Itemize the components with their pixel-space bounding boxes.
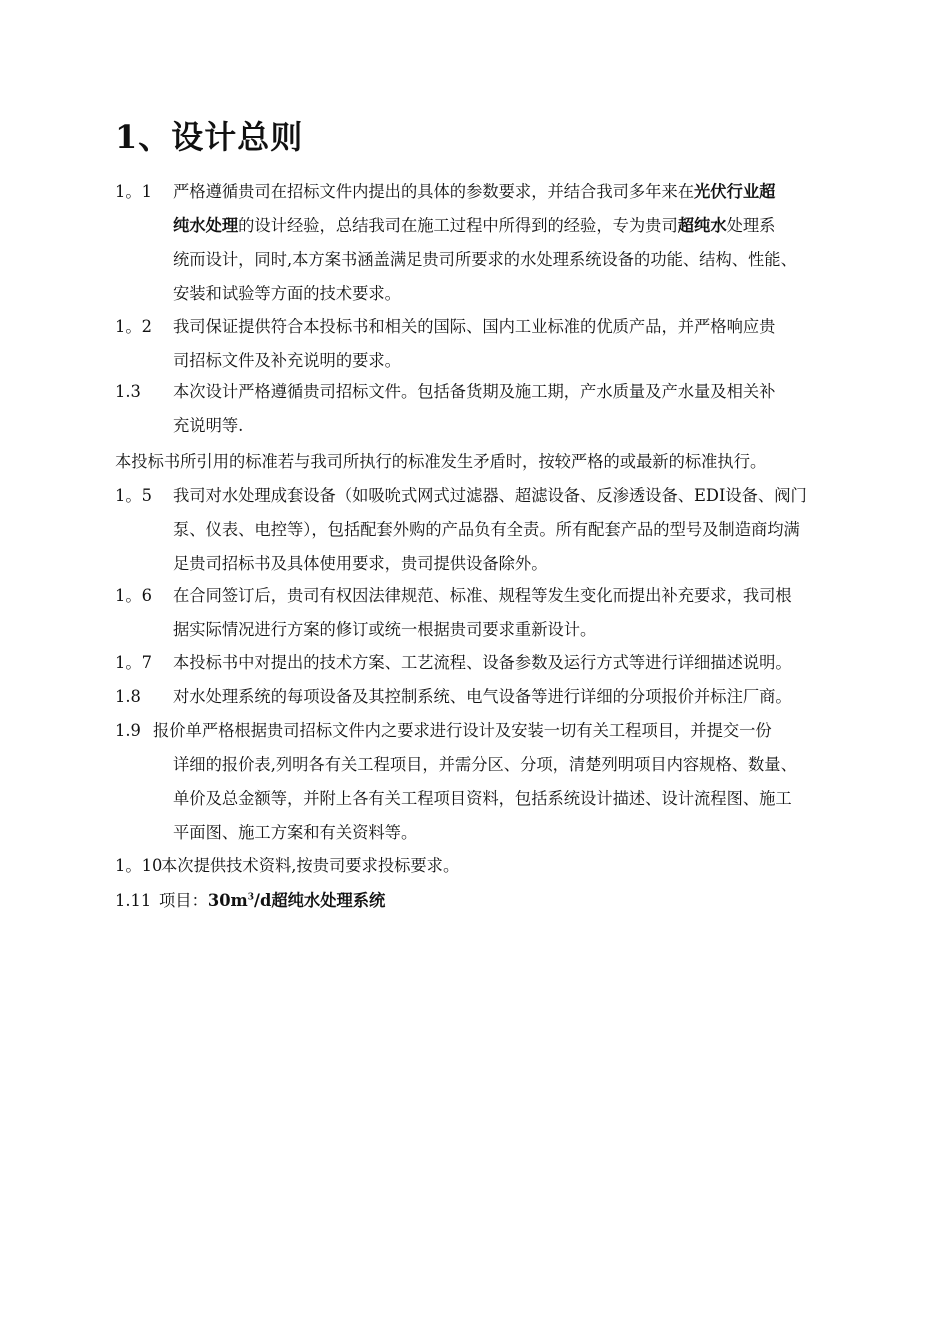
text-line: 泵、仪表、电控等），包括配套外购的产品负有全责。所有配套产品的型号及制造商均满 xyxy=(173,520,800,539)
text-line: 据实际情况进行方案的修订或统一根据贵司要求重新设计。 xyxy=(173,620,597,639)
clause-number: 1。5 xyxy=(115,486,152,505)
clause-1-8 xyxy=(115,680,905,714)
text-line: 我司对水处理成套设备（如吸吮式网式过滤器、超滤设备、反渗透设备、EDI设备、阀门 xyxy=(173,486,807,505)
project-value-part: 30m xyxy=(207,891,248,910)
text-line: 统而设计，同时,本方案书涵盖满足贵司所要求的水处理系统设备的功能、结构、性能、 xyxy=(173,250,797,269)
text-line: 在合同签订后，贵司有权因法律规范、标准、规程等发生变化而提出补充要求，我司根 xyxy=(173,586,792,605)
text-line: 本次提供技术资料,按贵司要求投标要求。 xyxy=(161,856,460,875)
text-line: 足贵司招标书及具体使用要求，贵司提供设备除外。 xyxy=(173,554,548,573)
clause-1-5 xyxy=(115,479,905,581)
clause-text xyxy=(173,175,905,311)
text-line: 本投标书中对提出的技术方案、工艺流程、设备参数及运行方式等进行详细描述说明。 xyxy=(173,653,792,672)
text-line: 我司保证提供符合本投标书和相关的国际、国内工业标准的优质产品，并严格响应贵 xyxy=(173,317,776,336)
clause-number: 1.11 xyxy=(115,891,152,910)
clause-number: 1.9 xyxy=(115,721,141,740)
text-run: 的设计经验，总结我司在施工过程中所得到的经验，专为贵司 xyxy=(238,216,678,235)
clause-text xyxy=(173,375,905,443)
clause-number: 1。2 xyxy=(115,317,152,336)
bold-text-run: 纯水处理 xyxy=(173,216,239,235)
project-label: 项目： xyxy=(159,891,208,910)
bold-text-run: 光伏行业超 xyxy=(694,182,776,201)
clause-1-7 xyxy=(115,646,905,680)
clause-number: 1。6 xyxy=(115,586,152,605)
text-line: 详细的报价表,列明各有关工程项目，并需分区、分项，清楚列明项目内容规格、数量、 xyxy=(173,755,797,774)
text-line: 本次设计严格遵循贵司招标文件。包括备货期及施工期，产水质量及产水量及相关补 xyxy=(173,382,776,401)
clause-number: 1。1 xyxy=(115,182,152,201)
clause-1-2 xyxy=(115,310,905,378)
clause-1-6 xyxy=(115,579,905,647)
clause-text xyxy=(153,884,905,918)
text-line: 单价及总金额等，并附上各有关工程项目资料，包括系统设计描述、设计流程图、施工 xyxy=(173,789,792,808)
clause-text xyxy=(153,849,905,883)
clause-text xyxy=(173,579,905,647)
clause-text xyxy=(173,646,905,680)
clause-1-10 xyxy=(115,849,905,883)
section-heading: 1、设计总则 xyxy=(115,118,304,156)
text-line: 对水处理系统的每项设备及其控制系统、电气设备等进行详细的分项报价并标注厂商。 xyxy=(173,687,792,706)
text-line: 安装和试验等方面的技术要求。 xyxy=(173,284,401,303)
text-line: 报价单严格根据贵司招标文件内之要求进行设计及安装一切有关工程项目，并提交一份 xyxy=(153,721,772,740)
text-line: 司招标文件及补充说明的要求。 xyxy=(173,351,401,370)
text-run: 严格遵循贵司在招标文件内提出的具体的参数要求，并结合我司多年来在 xyxy=(173,182,695,201)
project-value-part: /d超纯水处理系统 xyxy=(254,891,386,910)
clause-text xyxy=(153,714,905,850)
text-line: 充说明等. xyxy=(173,416,244,435)
project-value xyxy=(208,891,385,910)
clause-number: 1.8 xyxy=(115,687,141,706)
clause-1-3 xyxy=(115,375,905,443)
clause-text xyxy=(173,680,905,714)
standards-paragraph: 本投标书所引用的标准若与我司所执行的标准发生矛盾时，按较严格的或最新的标准执行。 xyxy=(115,452,767,471)
text-run: 处理系 xyxy=(726,216,776,235)
clause-number: 1。10 xyxy=(115,856,163,875)
bold-text-run: 超纯水 xyxy=(677,216,727,235)
clause-1-1 xyxy=(115,175,905,311)
clause-number: 1。7 xyxy=(115,653,152,672)
clause-text xyxy=(173,310,905,378)
text-line: 平面图、施工方案和有关资料等。 xyxy=(173,823,418,842)
clause-1-9 xyxy=(115,714,905,850)
clause-text xyxy=(173,479,905,581)
clause-number: 1.3 xyxy=(115,382,141,401)
project-value-sup: 3 xyxy=(247,892,255,903)
clause-1-11 xyxy=(115,884,905,918)
